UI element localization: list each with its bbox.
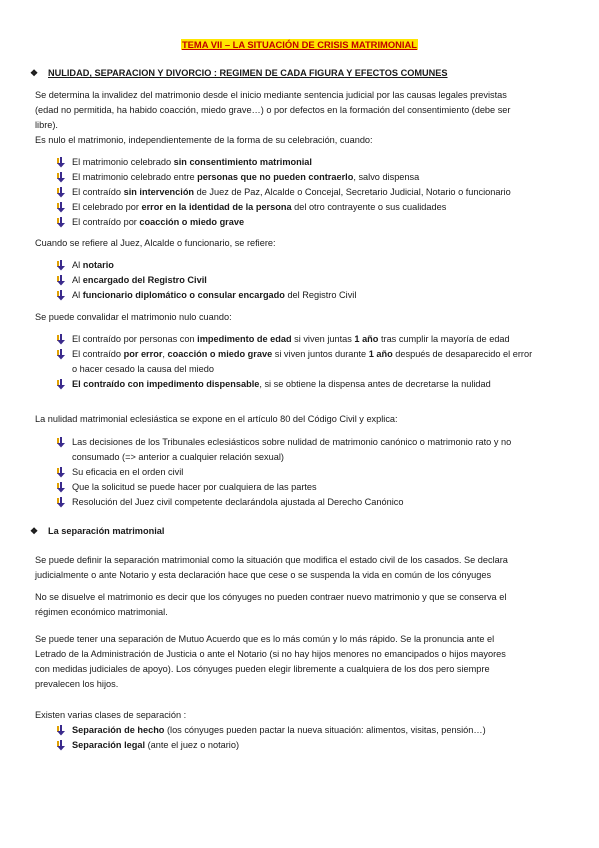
- separacion-paragraph-3: [35, 632, 565, 692]
- list-item-text: Separación legal: [72, 740, 146, 750]
- list-item-text: coacción o miedo grave: [167, 349, 273, 359]
- list-item: [56, 495, 566, 510]
- arrow-bullet-icon: [56, 467, 67, 478]
- list-item-text: consumado (=> anterior a cualquier relación sexual): [72, 452, 284, 462]
- text-line: Es nulo el matrimonio, independientemente de la forma de su celebración, cuando:: [35, 135, 373, 145]
- list-item-text: , si se obtiene la dispensa antes de decretarse la nulidad: [259, 379, 491, 389]
- list-item-text: encargado del Registro Civil: [82, 275, 207, 285]
- list-item: [56, 185, 566, 200]
- eclesiastica-intro: La nulidad matrimonial eclesiástica se expone en el artículo 80 del Código Civil y explica:: [35, 414, 398, 424]
- list-item-text: (los cónyuges pueden pactar la nueva situación: alimentos, visitas, pensión…): [164, 725, 486, 735]
- list-item: [56, 723, 566, 738]
- list-item: [56, 377, 566, 392]
- list-item-text: 1 año: [354, 334, 379, 344]
- list-item-text: del Registro Civil: [284, 290, 357, 300]
- list-item-text: funcionario diplomático o consular encargado: [82, 290, 285, 300]
- nulidad-causes-list: [56, 155, 566, 230]
- intro-paragraph: [35, 88, 565, 148]
- title-text: TEMA VII – LA SITUACIÓN DE CRISIS MATRIMONIAL: [181, 39, 418, 50]
- list-item-text: El contraído con impedimento dispensable: [72, 379, 260, 389]
- list-item-text: (ante el juez o notario): [145, 740, 240, 750]
- list-item-text: después de desaparecido el error: [392, 349, 533, 359]
- arrow-bullet-icon: [56, 202, 67, 213]
- eclesiastica-list: [56, 435, 566, 510]
- arrow-bullet-icon: [56, 187, 67, 198]
- section-heading-text: NULIDAD, SEPARACION Y DIVORCIO : REGIMEN DE CADA FIGURA Y EFECTOS COMUNES: [48, 68, 448, 78]
- list-item: [56, 215, 566, 230]
- list-item-text: El matrimonio celebrado: [72, 157, 174, 167]
- text-line: (edad no permitida, ha habido coacción, miedo grave…) o por defectos en la formación del consentimiento (debe ser: [35, 105, 511, 115]
- text-line: con medidas judiciales de apoyo). Los cónyuges pueden elegir libremente a cualquiera de los dos pero siempre: [35, 664, 490, 674]
- list-item-text: si viven juntas: [291, 334, 355, 344]
- arrow-bullet-icon: [56, 260, 67, 271]
- convalidar-list: [56, 332, 566, 392]
- diamond-bullet-icon: ❖: [30, 526, 39, 536]
- juez-intro: Cuando se refiere al Juez, Alcalde o funcionario, se refiere:: [35, 238, 276, 248]
- arrow-bullet-icon: [56, 275, 67, 286]
- arrow-bullet-icon: [56, 725, 67, 736]
- arrow-bullet-icon: [56, 379, 67, 390]
- list-item-text: o hacer cesado la causa del miedo: [72, 364, 214, 374]
- list-item-text: Su eficacia en el orden civil: [72, 467, 184, 477]
- separacion-paragraph-1: [35, 553, 565, 583]
- text-line: judicialmente o ante Notario y esta declaración hace que cese o se suspenda la vida en común de los cónyuges: [35, 570, 492, 580]
- convalidar-intro: Se puede convalidar el matrimonio nulo cuando:: [35, 312, 232, 322]
- list-item-text: El contraído: [72, 187, 124, 197]
- list-item-text: del otro contrayente o sus cualidades: [291, 202, 447, 212]
- list-item: [56, 738, 566, 753]
- list-item-text: El contraído por personas con: [72, 334, 198, 344]
- list-item-text: , salvo dispensa: [353, 172, 420, 182]
- list-item-text: de Juez de Paz, Alcalde o Concejal, Secretario Judicial, Notario o funcionario: [194, 187, 511, 197]
- list-item-text: impedimento de edad: [197, 334, 292, 344]
- list-item-text: Al: [72, 260, 83, 270]
- text-line: No se disuelve el matrimonio es decir que los cónyuges no pueden contraer nuevo matrimonio y que se conserva el: [35, 592, 507, 602]
- list-item-text: sin intervención: [123, 187, 195, 197]
- document-title: [0, 37, 599, 53]
- list-item: [56, 200, 566, 215]
- list-item-text: Que la solicitud se puede hacer por cualquiera de las partes: [72, 482, 317, 492]
- arrow-bullet-icon: [56, 349, 67, 360]
- list-item-text: notario: [82, 260, 114, 270]
- list-item: [56, 170, 566, 185]
- list-item: [56, 347, 566, 377]
- list-item-text: 1 año: [368, 349, 393, 359]
- list-item-text: sin consentimiento matrimonial: [173, 157, 312, 167]
- list-item-text: error en la identidad de la persona: [141, 202, 292, 212]
- section-heading-text: La separación matrimonial: [48, 526, 165, 536]
- list-item-text: tras cumplir la mayoría de edad: [378, 334, 510, 344]
- list-item: [56, 273, 566, 288]
- arrow-bullet-icon: [56, 217, 67, 228]
- list-item: [56, 480, 566, 495]
- list-item-text: por error: [123, 349, 163, 359]
- arrow-bullet-icon: [56, 482, 67, 493]
- list-item: [56, 465, 566, 480]
- list-item-text: Separación de hecho: [72, 725, 165, 735]
- list-item-text: Al: [72, 275, 83, 285]
- list-item-text: personas que no pueden contraerlo: [197, 172, 354, 182]
- list-item-text: ,: [162, 349, 168, 359]
- section-heading-nulidad: [30, 66, 448, 81]
- list-item-text: El contraído por: [72, 217, 140, 227]
- text-line: régimen económico matrimonial.: [35, 607, 168, 617]
- list-item: [56, 258, 566, 273]
- list-item-text: El celebrado por: [72, 202, 142, 212]
- clases-intro: Existen varias clases de separación :: [35, 710, 187, 720]
- arrow-bullet-icon: [56, 740, 67, 751]
- list-item: [56, 435, 566, 465]
- text-line: Letrado de la Administración de Justicia o ante el Notario (si no hay hijos menores no emancipados o hijos mayores: [35, 649, 506, 659]
- text-line: Se puede tener una separación de Mutuo Acuerdo que es lo más común y lo más rápido. Se la pronuncia ante el: [35, 634, 495, 644]
- list-item: [56, 332, 566, 347]
- juez-list: [56, 258, 566, 303]
- list-item-text: si viven juntos durante: [272, 349, 369, 359]
- clases-list: [56, 723, 566, 753]
- list-item-text: El contraído: [72, 349, 124, 359]
- separacion-paragraph-2: [35, 590, 565, 620]
- text-line: Se puede definir la separación matrimonial como la situación que modifica el estado civil de los casados. Se declara: [35, 555, 508, 565]
- list-item-text: Al: [72, 290, 83, 300]
- list-item-text: Las decisiones de los Tribunales eclesiásticos sobre nulidad de matrimonio canónico o matrimonio rato y no: [72, 437, 512, 447]
- text-line: libre).: [35, 120, 58, 130]
- arrow-bullet-icon: [56, 497, 67, 508]
- text-line: Se determina la invalidez del matrimonio desde el inicio mediante sentencia judicial por las causas legales previstas: [35, 90, 507, 100]
- text-line: prevalecen los hijos.: [35, 679, 119, 689]
- arrow-bullet-icon: [56, 290, 67, 301]
- list-item-text: coacción o miedo grave: [139, 217, 245, 227]
- list-item-text: El matrimonio celebrado entre: [72, 172, 198, 182]
- arrow-bullet-icon: [56, 437, 67, 448]
- section-heading-separacion: [30, 524, 164, 539]
- list-item-text: Resolución del Juez civil competente declarándola ajustada al Derecho Canónico: [72, 497, 404, 507]
- arrow-bullet-icon: [56, 157, 67, 168]
- arrow-bullet-icon: [56, 172, 67, 183]
- list-item: [56, 155, 566, 170]
- arrow-bullet-icon: [56, 334, 67, 345]
- diamond-bullet-icon: ❖: [30, 68, 39, 78]
- list-item: [56, 288, 566, 303]
